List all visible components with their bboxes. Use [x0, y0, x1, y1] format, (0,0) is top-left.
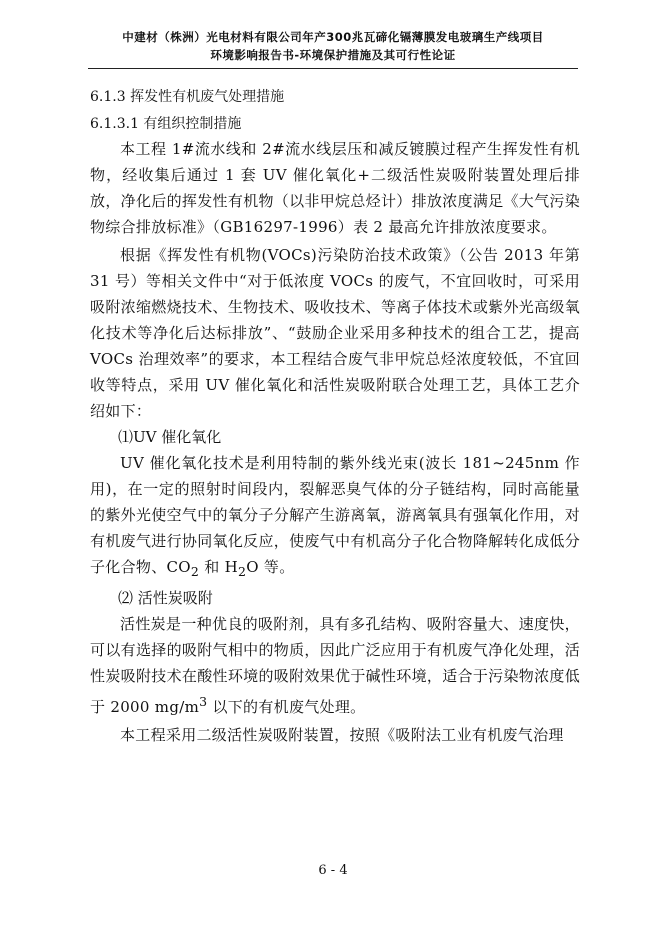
- h2o-subscript: 2: [237, 564, 247, 579]
- page-header: [60, 28, 606, 64]
- paragraph-1: 本工程 1#流水线和 2#流水线层压和减反镀膜过程产生挥发性有机物，经收集后通过 1 套 UV 催化氧化+二级活性炭吸附装置处理后排放，净化后的挥发性有机物（以非甲烷总烃计）排放浓度满足《大气污染物综合排放标准》（GB16297-1996）表 2 最高允许排放浓度要求。: [90, 140, 580, 236]
- unit-superscript: 3: [199, 694, 208, 709]
- section-heading: 6.1.3 挥发性有机废气处理措施: [90, 89, 285, 105]
- page-number: 6 - 4: [318, 863, 348, 878]
- subsection-heading: 6.1.3.1 有组织控制措施: [90, 116, 242, 132]
- paragraph-4-end: 以下的有机废气处理。: [207, 698, 366, 716]
- header-line-1: 中建材（株洲）光电材料有限公司年产300兆瓦碲化镉薄膜发电玻璃生产线项目: [122, 30, 544, 44]
- item-carbon-heading: ⑵ 活性炭吸附: [118, 589, 213, 607]
- header-line-2: 环境影响报告书-环境保护措施及其可行性论证: [210, 48, 456, 62]
- document-body: [90, 86, 580, 748]
- paragraph-5: 本工程采用二级活性炭吸附装置，按照《吸附法工业有机废气治理: [120, 726, 564, 744]
- co2-text: CO: [166, 558, 191, 576]
- and-h-text: 和 H: [199, 558, 238, 576]
- header-rule: [88, 68, 578, 69]
- co2-subscript: 2: [190, 564, 200, 579]
- paragraph-2: 根据《挥发性有机物(VOCs)污染防治技术政策》（公告 2013 年第 31 号）等相关文件中“对于低浓度 VOCs 的废气，不宜回收时，可采用吸附浓缩燃烧技术、生物技术、吸收技术、等离子体技术或紫外光高级氧化技术等净化后达标排放”、“鼓励企业采用多种技术的组合工艺，提高 VOCs 治理效率”的要求，本工程结合废气非甲烷总烃浓度较低，不宜回收等特点，采用 UV 催化氧化和活性炭吸附联合处理工艺，具体工艺介绍如下：: [90, 246, 580, 420]
- paragraph-4: [90, 611, 580, 720]
- paragraph-3-text: UV 催化氧化技术是利用特制的紫外线光束(波长 181~245nm 作用)，在一定的照射时间段内，裂解恶臭气体的分子链结构，同时高能量的紫外光使空气中的氧分子分解产生游离氧，游离氧具有强氧化作用，对有机废气进行协同氧化反应，使废气中有机高分子化合物降解转化成低分子化合物、: [90, 454, 580, 576]
- item-uv-heading: ⑴UV 催化氧化: [118, 428, 222, 446]
- paragraph-3-end: O 等。: [246, 558, 295, 576]
- paragraph-3: [90, 450, 580, 585]
- paragraph-4-text: 活性炭是一种优良的吸附剂，具有多孔结构、吸附容量大、速度快，可以有选择的吸附气相中的物质，因此广泛应用于有机废气净化处理，活性炭吸附技术在酸性环境的吸附效果优于碱性环境，适合于污染物浓度低于 2000 mg/m: [90, 615, 580, 716]
